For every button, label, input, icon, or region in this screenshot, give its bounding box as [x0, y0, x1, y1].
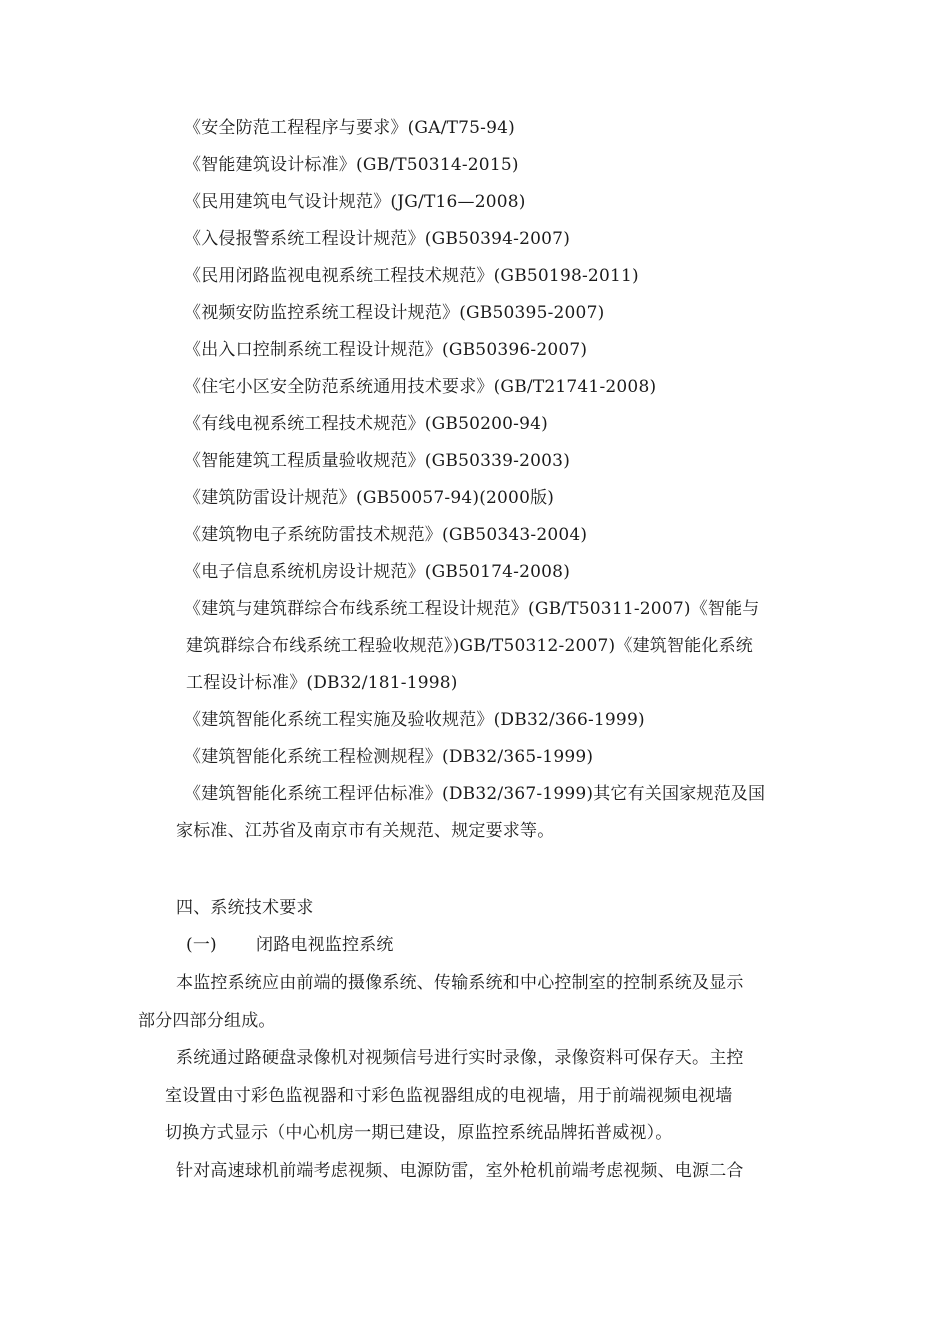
reference-line: 工程设计标准》(DB32/181-1998) [186, 673, 458, 693]
reference-line: 《建筑防雷设计规范》(GB50057-94)(2000版) [184, 488, 555, 508]
reference-line: 《入侵报警系统工程设计规范》(GB50394-2007) [184, 229, 571, 249]
reference-line: 《建筑智能化系统工程评估标准》(DB32/367-1999)其它有关国家规范及国 [184, 784, 766, 804]
reference-line: 《建筑与建筑群综合布线系统工程设计规范》(GB/T50311-2007)《智能与 [184, 599, 760, 619]
reference-line: 《视频安防监控系统工程设计规范》(GB50395-2007) [184, 303, 605, 323]
reference-line: 《住宅小区安全防范系统通用技术要求》(GB/T21741-2008) [184, 377, 657, 397]
paragraph-line: 针对高速球机前端考虑视频、电源防雷，室外枪机前端考虑视频、电源二合 [176, 1161, 744, 1181]
reference-line: 《建筑智能化系统工程实施及验收规范》(DB32/366-1999) [184, 710, 645, 730]
reference-line: 《电子信息系统机房设计规范》(GB50174-2008) [184, 562, 571, 582]
paragraph-line: 本监控系统应由前端的摄像系统、传输系统和中心控制室的控制系统及显示 [176, 973, 744, 993]
reference-line: 《民用闭路监视电视系统工程技术规范》(GB50198-2011) [184, 266, 639, 286]
subsection-title: 闭路电视监控系统 [256, 935, 394, 955]
section-heading: 四、系统技术要求 [176, 898, 314, 918]
paragraph-line: 室设置由寸彩色监视器和寸彩色监视器组成的电视墙，用于前端视频电视墙 [165, 1086, 733, 1106]
subsection-number: (一) [186, 935, 217, 955]
reference-line: 《智能建筑设计标准》(GB/T50314-2015) [184, 155, 519, 175]
reference-line: 《安全防范工程程序与要求》(GA/T75-94) [184, 118, 515, 138]
paragraph-line: 系统通过路硬盘录像机对视频信号进行实时录像，录像资料可保存天。主控 [176, 1048, 744, 1068]
reference-line: 《出入口控制系统工程设计规范》(GB50396-2007) [184, 340, 588, 360]
reference-line: 家标准、江苏省及南京市有关规范、规定要求等。 [176, 821, 555, 841]
reference-line: 《建筑智能化系统工程检测规程》(DB32/365-1999) [184, 747, 594, 767]
reference-line: 《建筑物电子系统防雷技术规范》(GB50343-2004) [184, 525, 588, 545]
paragraph-line: 切换方式显示（中心机房一期已建设，原监控系统品牌拓普威视）。 [165, 1123, 673, 1143]
reference-line: 建筑群综合布线系统工程验收规范》)GB/T50312-2007)《建筑智能化系统 [186, 636, 753, 656]
paragraph-line: 部分四部分组成。 [138, 1011, 276, 1031]
reference-line: 《民用建筑电气设计规范》(JG/T16—2008) [184, 192, 526, 212]
reference-line: 《有线电视系统工程技术规范》(GB50200-94) [184, 414, 548, 434]
reference-line: 《智能建筑工程质量验收规范》(GB50339-2003) [184, 451, 571, 471]
